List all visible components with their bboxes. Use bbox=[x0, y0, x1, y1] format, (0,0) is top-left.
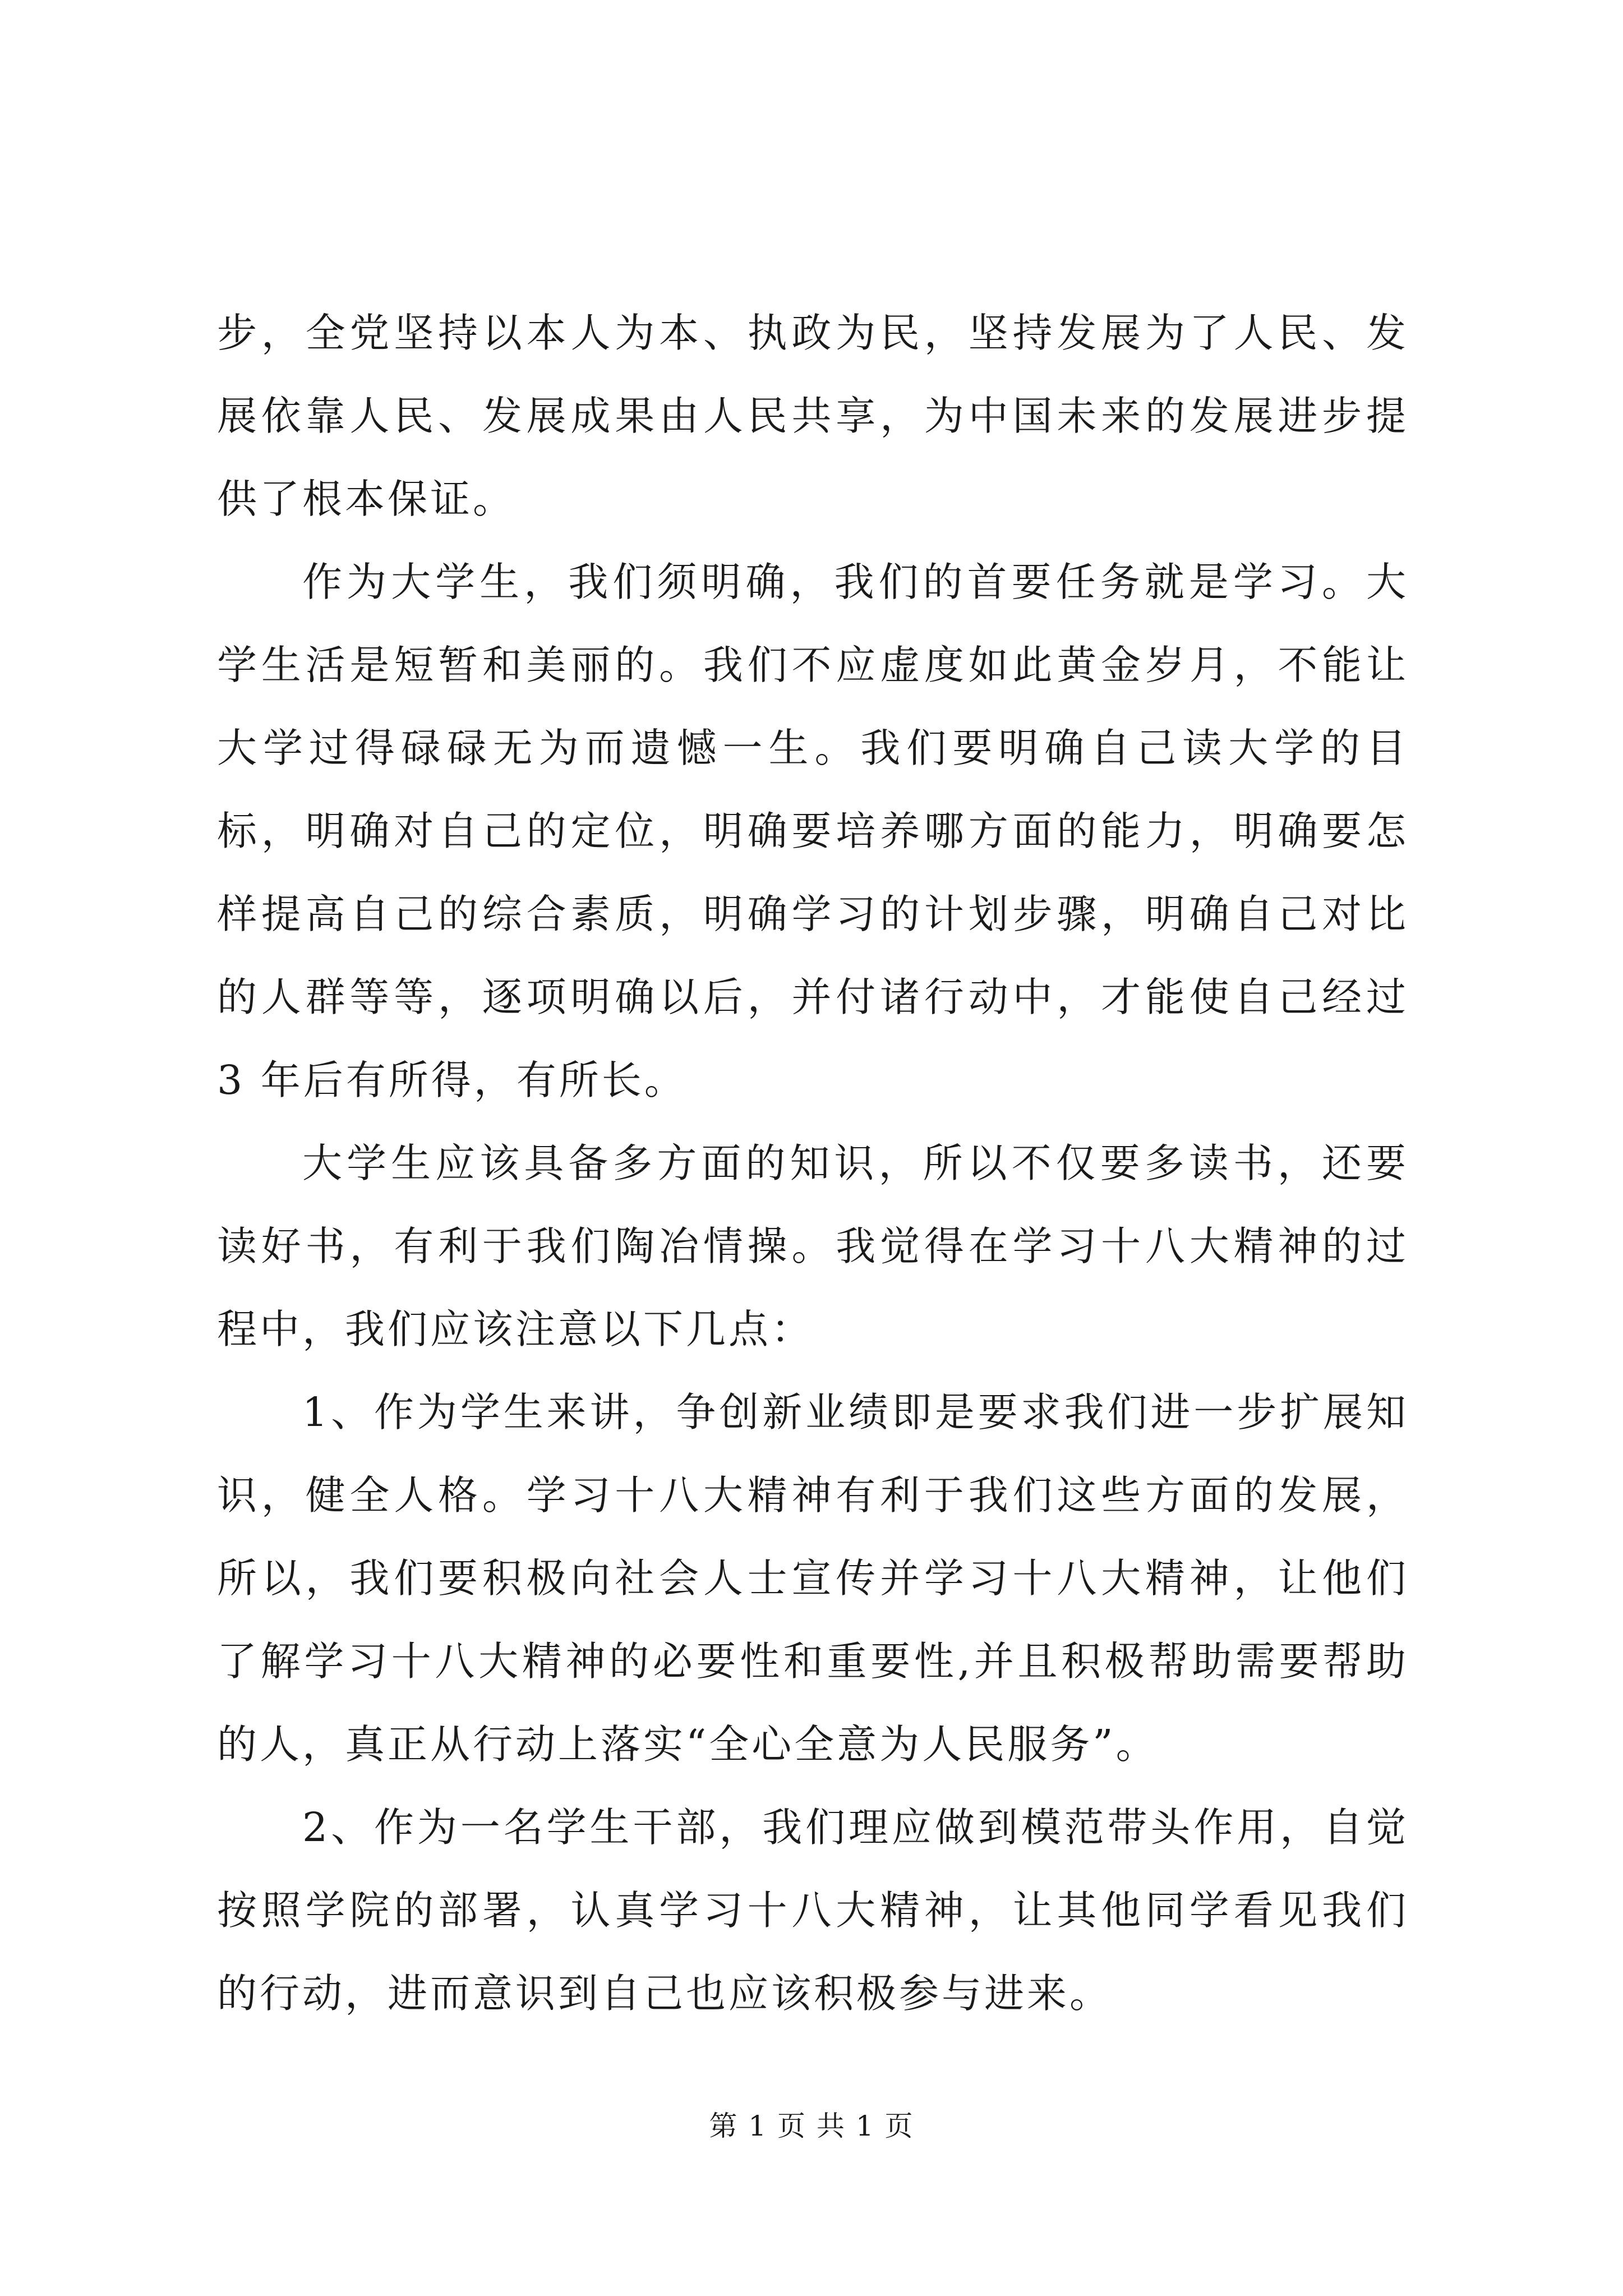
page-footer: 第 1 页 共 1 页 bbox=[709, 2110, 914, 2142]
paragraph-5: 2、作为一名学生干部，我们理应做到模范带头作用，自觉按照学院的部署，认真学习十八大精神，让其他同学看见我们的行动，进而意识到自己也应该积极参与进来。 bbox=[217, 1804, 1409, 2017]
paragraph-2: 作为大学生，我们须明确，我们的首要任务就是学习。大学生活是短暂和美丽的。我们不应虚度如此黄金岁月，不能让大学过得碌碌无为而遗憾一生。我们要明确自己读大学的目标，明确对自己的定位，明确要培养哪方面的能力，明确要怎样提高自己的综合素质，明确学习的计划步骤，明确自己对比的人群等等，逐项明确以后，并付诸行动中，才能使自己经过 3 年后有所得，有所长。 bbox=[217, 559, 1409, 1103]
paragraph-3: 大学生应该具备多方面的知识，所以不仅要多读书，还要读好书，有利于我们陶冶情操。我觉得在学习十八大精神的过程中，我们应该注意以下几点： bbox=[217, 1140, 1409, 1352]
paragraph-4: 1、作为学生来讲，争创新业绩即是要求我们进一步扩展知识，健全人格。学习十八大精神有利于我们这些方面的发展，所以，我们要积极向社会人士宣传并学习十八大精神，让他们了解学习十八大精神的必要性和重要性,并且积极帮助需要帮助的人，真正从行动上落实“全心全意为人民服务”。 bbox=[217, 1389, 1409, 1768]
paragraph-1: 步，全党坚持以本人为本、执政为民，坚持发展为了人民、发展依靠人民、发展成果由人民共享，为中国未来的发展进步提供了根本保证。 bbox=[217, 310, 1409, 522]
document-body bbox=[217, 292, 1409, 2035]
